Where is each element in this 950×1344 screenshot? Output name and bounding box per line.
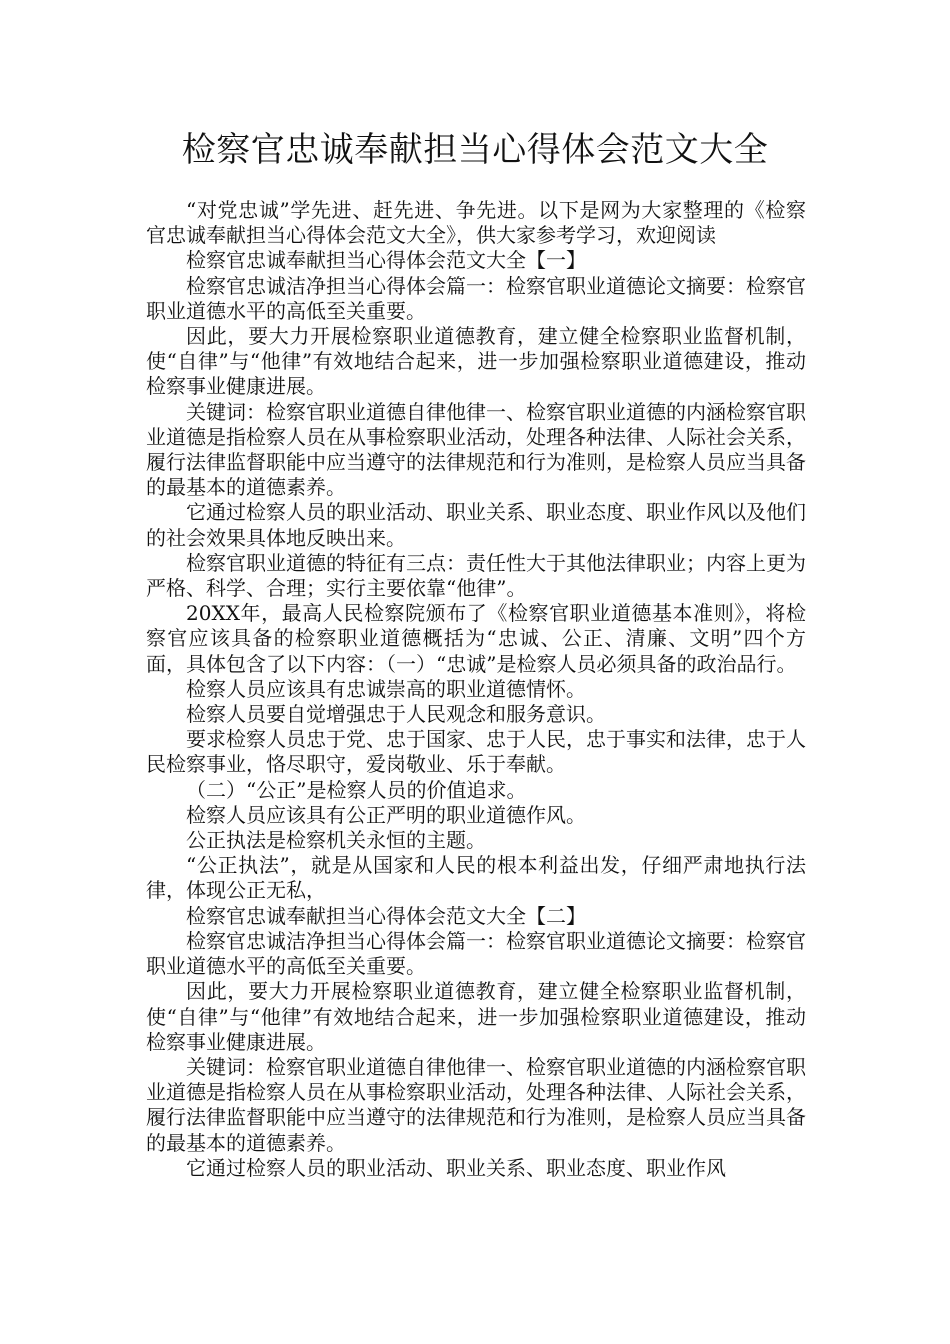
paragraph-intro: “对党忠诚”学先进、赶先进、争先进。以下是网为大家整理的《检察官忠诚奉献担当心得体会范文大全》，供大家参考学习，欢迎阅读 xyxy=(146,198,806,248)
paragraph: 20XX年，最高人民检察院颁布了《检察官职业道德基本准则》，将检察官应该具备的检察职业道德概括为“忠诚、公正、清廉、文明”四个方面，具体包含了以下内容：（一）“忠诚”是检察人员必须具备的政治品行。 xyxy=(146,601,806,676)
paragraph: 它通过检察人员的职业活动、职业关系、职业态度、职业作风 xyxy=(186,1155,726,1180)
paragraph: 检察官忠诚洁净担当心得体会篇一：检察官职业道德论文摘要：检察官职业道德水平的高低至关重要。 xyxy=(146,928,806,979)
paragraph: 因此，要大力开展检察职业道德教育，建立健全检察职业监督机制，使“自律”与“他律”有效地结合起来，进一步加强检察职业道德建设，推动检察事业健康进展。 xyxy=(146,979,806,1054)
paragraph: 检察人员应该具有忠诚崇高的职业道德情怀。 xyxy=(186,676,586,701)
paragraph: 检察人员应该具有公正严明的职业道德作风。 xyxy=(186,802,586,827)
document-title: 检察官忠诚奉献担当心得体会范文大全 xyxy=(181,130,769,170)
paragraph: （二）“公正”是检察人员的价值追求。 xyxy=(186,777,527,802)
section-heading-1: 检察官忠诚奉献担当心得体会范文大全【一】 xyxy=(186,248,586,273)
paragraph: 要求检察人员忠于党、忠于国家、忠于人民，忠于事实和法律，忠于人民检察事业，恪尽职守，爱岗敬业、乐于奉献。 xyxy=(146,727,806,777)
paragraph: 关键词：检察官职业道德自律他律一、检察官职业道德的内涵检察官职业道德是指检察人员在从事检察职业活动，处理各种法律、人际社会关系，履行法律监督职能中应当遵守的法律规范和行为准则，是检察人员应当具备的最基本的道德素养。 xyxy=(146,1054,806,1155)
document-body xyxy=(146,198,806,1181)
paragraph: 它通过检察人员的职业活动、职业关系、职业态度、职业作风以及他们的社会效果具体地反映出来。 xyxy=(146,500,806,550)
paragraph: “公正执法”，就是从国家和人民的根本利益出发，仔细严肃地执行法律，体现公正无私， xyxy=(146,853,806,903)
paragraph: 检察官忠诚洁净担当心得体会篇一：检察官职业道德论文摘要：检察官职业道德水平的高低至关重要。 xyxy=(146,273,806,323)
paragraph: 关键词：检察官职业道德自律他律一、检察官职业道德的内涵检察官职业道德是指检察人员在从事检察职业活动，处理各种法律、人际社会关系，履行法律监督职能中应当遵守的法律规范和行为准则，是检察人员应当具备的最基本的道德素养。 xyxy=(146,399,806,500)
section-heading-2: 检察官忠诚奉献担当心得体会范文大全【二】 xyxy=(186,903,586,928)
paragraph: 因此，要大力开展检察职业道德教育，建立健全检察职业监督机制，使“自律”与“他律”有效地结合起来，进一步加强检察职业道德建设，推动检察事业健康进展。 xyxy=(146,324,806,399)
paragraph: 检察官职业道德的特征有三点：责任性大于其他法律职业；内容上更为严格、科学、合理；实行主要依靠“他律”。 xyxy=(146,550,806,601)
paragraph: 公正执法是检察机关永恒的主题。 xyxy=(186,828,486,853)
paragraph: 检察人员要自觉增强忠于人民观念和服务意识。 xyxy=(186,702,606,727)
